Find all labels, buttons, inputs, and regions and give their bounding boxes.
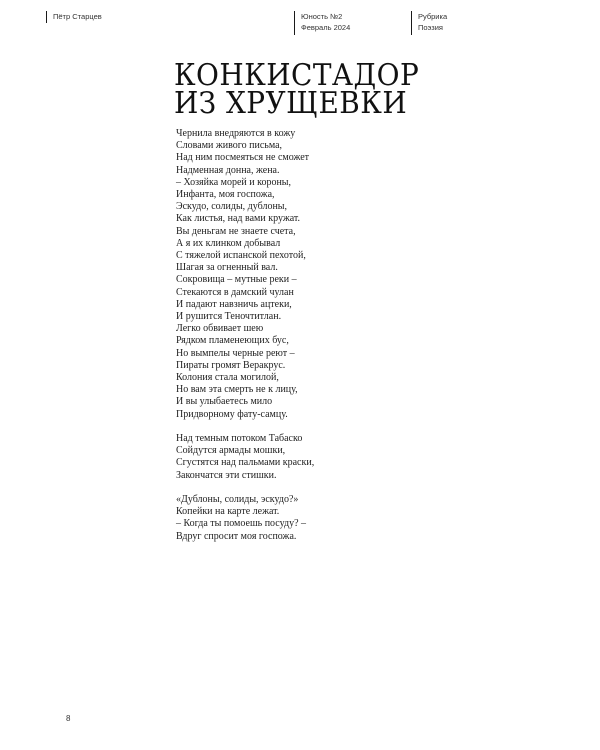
poem-line: Шагая за огненный вал. (176, 262, 278, 274)
poem-line: – Когда ты помоешь посуду? – (176, 518, 307, 530)
journal-issue: Юность №2 (301, 12, 343, 21)
page-number: 8 (66, 714, 71, 723)
poem-line: Вдруг спросит моя госпожа. (176, 530, 297, 542)
poem-line: – Хозяйка морей и короны, (176, 176, 292, 188)
poem-line: Как листья, над вами кружат. (176, 213, 301, 225)
poem-line: Сокровища – мутные реки – (176, 274, 297, 286)
poem-line: С тяжелой испанской пехотой, (176, 250, 306, 262)
poem-line: И вы улыбаетесь мило (176, 396, 273, 408)
poem-line: И падают навзничь ацтеки, (176, 298, 292, 310)
poem-line: И рушится Теночтитлан. (176, 311, 282, 323)
poem-line: Колония стала могилой, (176, 372, 279, 384)
stanza (176, 494, 314, 543)
poem-line: Чернила внедряются в кожу (176, 128, 296, 139)
poem-line: Рядком пламенеющих бус, (176, 335, 289, 347)
poem-line: «Дублоны, солиды, эскудо?» (176, 494, 299, 506)
header-issue (294, 11, 350, 35)
author-name: Пётр Старцев (53, 12, 102, 21)
poem-line: Словами живого письма, (176, 140, 283, 152)
poem-line: Инфанта, моя госпожа, (176, 189, 275, 201)
poem-title (174, 58, 420, 121)
poem-line: Надменная донна, жена. (176, 164, 280, 176)
poem-body (176, 128, 314, 555)
poem-line: А я их клинком добывал (176, 237, 281, 249)
header-author (46, 11, 102, 23)
poem-line: Придворному фату-самцу. (176, 408, 288, 420)
poem-line: Вы деньгам не знаете счета, (176, 225, 296, 237)
stanza (176, 128, 314, 421)
poem-title-line-2: ИЗ ХРУЩЕВКИ (174, 86, 408, 121)
poem-line: Но вымпелы черные реют – (176, 347, 295, 359)
poem-line: Над темным потоком Табаско (176, 433, 303, 445)
poem-line: Но вам эта смерть не к лицу, (176, 384, 298, 396)
poem-line: Эскудо, солиды, дублоны, (176, 201, 288, 213)
poem-line: Закончатся эти стишки. (176, 469, 277, 481)
poem-line: Пираты громят Веракрус. (176, 359, 286, 371)
stanza (176, 433, 314, 482)
poem-title-line-1: КОНКИСТАДОР (174, 58, 420, 93)
rubric-value: Поэзия (418, 23, 443, 32)
rubric-label: Рубрика (418, 12, 448, 21)
poem-line: Копейки на карте лежат. (176, 506, 280, 518)
poem-line: Сгустятся над пальмами краски, (176, 457, 315, 469)
issue-date: Февраль 2024 (301, 23, 351, 32)
poem-line: Стекаются в дамский чулан (176, 286, 294, 298)
header-rubric (411, 11, 447, 35)
poem-line: Легко обвивает шею (176, 323, 264, 335)
poem-line: Сойдутся армады мошки, (176, 445, 286, 457)
poem-line: Над ним посмеяться не сможет (176, 152, 310, 164)
